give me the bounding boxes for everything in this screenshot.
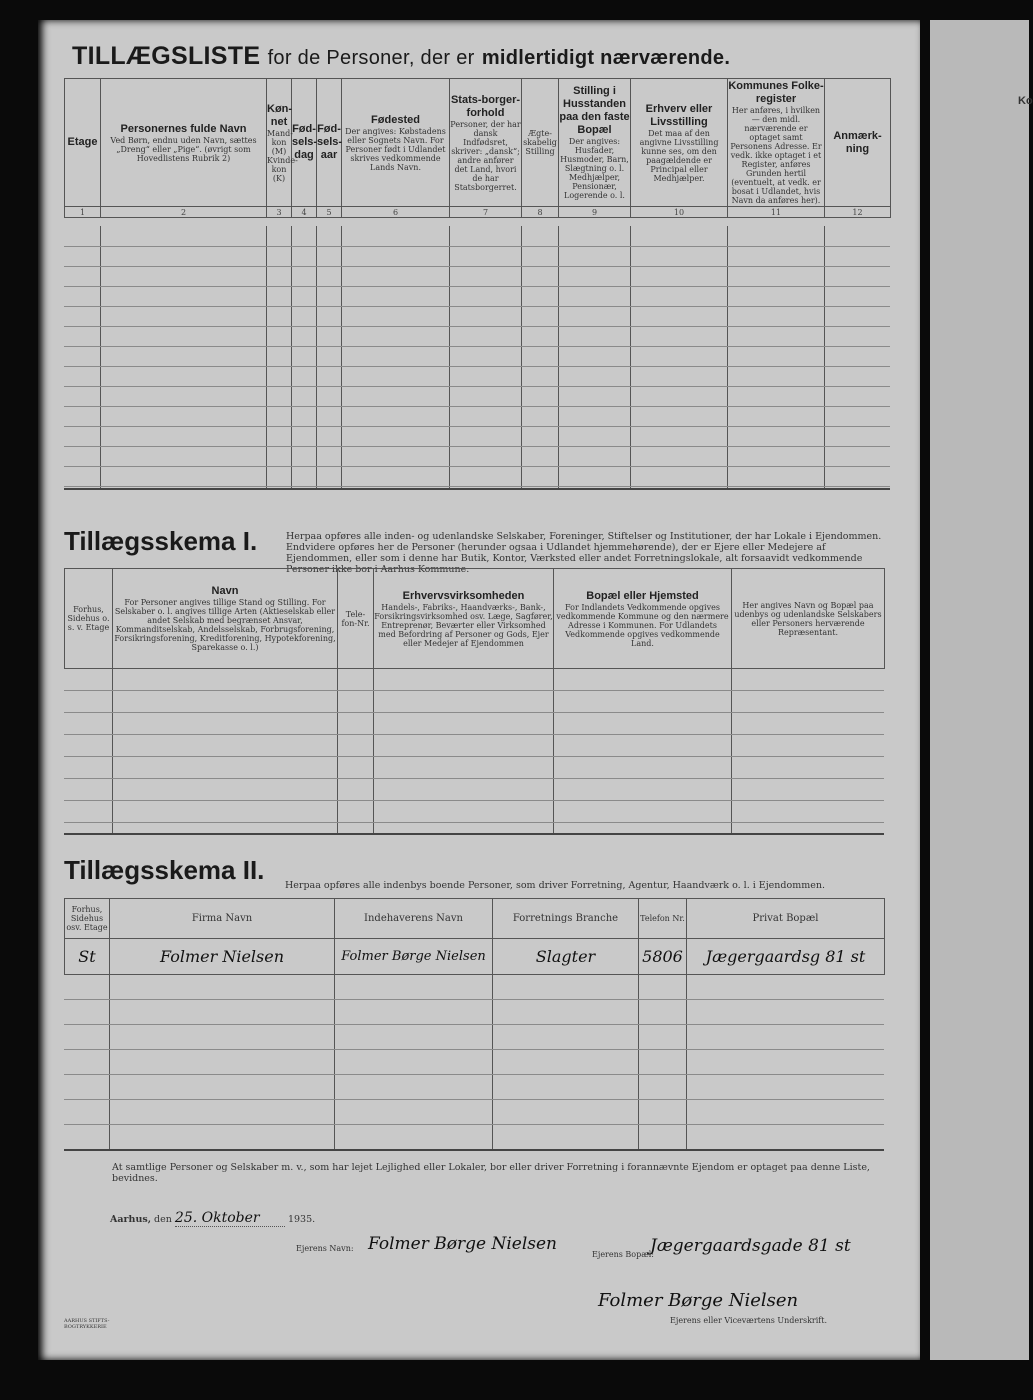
- footer-place: Aarhus,: [110, 1214, 152, 1225]
- t3-header-4: Forretnings Branche: [493, 899, 639, 939]
- signature: Folmer Børge Nielsen: [598, 1290, 799, 1311]
- t1-header-title: Anmærk-ning: [833, 129, 882, 155]
- column-number: 1: [65, 207, 101, 218]
- table-tillaegsliste: [64, 78, 891, 218]
- adjacent-page: [930, 20, 1033, 1360]
- t1-header-title: Stilling i Husstanden paa den faste Bopæl: [559, 85, 630, 136]
- t2-header-3: [338, 569, 374, 669]
- row-rule: [64, 406, 890, 407]
- table-skema1-body: [64, 668, 884, 835]
- t2-header-title: Navn: [211, 585, 239, 597]
- row-rule: [64, 999, 884, 1000]
- t1-header-10: [631, 79, 728, 207]
- t1-header-title: Fødested: [371, 113, 420, 126]
- t1-header-title: Fød-sels-aar: [317, 123, 343, 161]
- t3-header-1: Forhus, Sidehus osv. Etage: [65, 899, 110, 939]
- t2-header-6: [732, 569, 885, 669]
- row-rule: [64, 712, 884, 713]
- t1-header-2: [101, 79, 267, 207]
- t2-header-4: [374, 569, 554, 669]
- column-number: 9: [559, 207, 631, 218]
- row-rule: [64, 246, 890, 247]
- row-rule: [64, 446, 890, 447]
- column-rule: [686, 974, 687, 1149]
- column-number: 11: [728, 207, 825, 218]
- t3-header-6: Privat Bopæl: [687, 899, 885, 939]
- t2-header-desc: For Personer angives tillige Stand og Stilling. For Selskaber o. l. angives tillige Arten (Aktieselskab eller andet Selskab med begrænset Ansvar, Kommanditselskab, Andelsselskab, Forbrugsforening, Forsikringsforening, Kreditforening, Hypotekforening, Sparekasse o. l.): [114, 598, 336, 652]
- skema2-desc: Herpaa opføres alle indenbys boende Personer, som driver Forretning, Agentur, Haandværk o. l. i Ejendommen.: [285, 880, 825, 891]
- column-rule: [731, 668, 732, 833]
- t1-header-desc: Ægte-skabelig Stilling: [523, 129, 557, 156]
- cell-bopael: Jægergaardsg 81 st: [687, 939, 885, 975]
- t2-header-desc: Forhus, Sidehus o. s. v. Etage: [67, 605, 110, 632]
- row-rule: [64, 466, 890, 467]
- t2-header-title: Bopæl eller Hjemsted: [586, 589, 699, 602]
- t1-header-title: Køn-net: [267, 102, 293, 128]
- t1-header-title: Erhverv eller Livsstilling: [645, 102, 713, 128]
- t2-header-desc: Her angives Navn og Bopæl paa udenbys og udenlandske Selskabers eller Personers herværende Repræsentant.: [734, 600, 882, 637]
- t2-header-desc: Handels-, Fabriks-, Haandværks-, Bank-, Forsikringsvirksomhed osv. Læge, Sagfører, Entreprenør, Beværter eller Virksomhed med Befordring af Personer og Gods, Ejer eller Medejer af Ejendommen: [374, 602, 553, 648]
- t1-header-3: [267, 79, 298, 207]
- cell-firma: Folmer Nielsen: [110, 939, 335, 975]
- table-skema2-body: [64, 974, 884, 1151]
- adjacent-page-text: Ko: [1018, 95, 1033, 107]
- t1-header-desc: Ved Børn, endnu uden Navn, sættes „Dreng“ eller „Pige“. (øvrigt som Hovedlistens Rubrik 2): [110, 135, 257, 163]
- row-rule: [64, 286, 890, 287]
- t2-header-1: [65, 569, 113, 669]
- column-number: 10: [631, 207, 728, 218]
- row-rule: [64, 822, 884, 823]
- table-tillaegsliste-body: [64, 226, 890, 490]
- t2-header-5: [554, 569, 732, 669]
- footer-year: 1935.: [287, 1214, 316, 1225]
- table-skema1: [64, 568, 885, 669]
- column-number: 3: [267, 207, 292, 218]
- row-rule: [64, 426, 890, 427]
- main-title: [72, 42, 730, 71]
- row-rule: [64, 366, 890, 367]
- t1-header-9: [559, 79, 631, 207]
- column-number: 7: [450, 207, 522, 218]
- footer-date-line: [110, 1210, 315, 1227]
- t1-header-1: [65, 79, 101, 207]
- column-rule: [638, 974, 639, 1149]
- t1-header-title: Personernes fulde Navn: [120, 122, 247, 135]
- column-rule: [334, 974, 335, 1149]
- printer-mark: AARHUS STIFTS-BOGTRYKKERIE: [64, 1318, 110, 1330]
- column-rule: [553, 668, 554, 833]
- row-rule: [64, 690, 884, 691]
- skema1-desc: Herpaa opføres alle inden- og udenlandske Selskaber, Foreninger, Stiftelser og Institutioner, der har Lokale i Ejendommen. Endvidere opføres her de Personer (herunder ogsaa i Udlandet hjemmehørende), der er Ejere eller Medejere af Ejendommen, eller som i denne har Butik, Kontor, Værksted eller andet Forretningslokale, alt forsaavidt vedkommende Personer ikke bor i Aarhus Kommune.: [286, 531, 882, 575]
- row-rule: [64, 346, 890, 347]
- t3-header-2: Firma Navn: [110, 899, 335, 939]
- t1-header-12: [825, 79, 891, 207]
- footer-den: den: [154, 1214, 172, 1225]
- t2-header-desc: For Indlandets Vedkommende opgives vedkommende Kommune og den nærmere Adresse i Kommunen. For Udlandets Vedkommende opgives vedkommende Land.: [556, 602, 729, 648]
- t1-header-desc: Her anføres, i hvilken — den midl. nærværende er optaget samt Personens Adresse. Er vedk. ikke optaget i et Register, anføres Grunden hertil (eventuelt, at vedk. er bosat i Udlandet, hvis Navn da anføres her).: [730, 106, 822, 205]
- row-rule: [64, 778, 884, 779]
- t3-header-3: Indehaverens Navn: [335, 899, 493, 939]
- owner-address-label: Ejerens Bopæl:: [592, 1250, 655, 1259]
- column-number: 8: [522, 207, 559, 218]
- footer-date: 25. Oktober: [175, 1210, 285, 1227]
- t2-header-desc: Tele-fon-Nr.: [341, 609, 370, 628]
- column-rule: [373, 668, 374, 833]
- row-rule: [64, 756, 884, 757]
- title-light: for de Personer, der er: [267, 47, 475, 69]
- column-number: 12: [825, 207, 891, 218]
- t1-header-desc: Mand-kon (M) Kvinde-kon (K): [267, 128, 298, 183]
- owner-name-label: Ejerens Navn:: [296, 1244, 354, 1253]
- row-rule: [64, 800, 884, 801]
- t1-header-desc: Personer, der har dansk Indfødsret, skriver: „dansk“; andre anfører det Land, hvori de har Statsborgerret.: [450, 119, 521, 192]
- row-rule: [64, 306, 890, 307]
- table-row: [65, 939, 885, 975]
- t1-header-5: [317, 79, 342, 207]
- t1-header-11: [728, 79, 825, 207]
- t1-header-desc: Der angives: Købstadens eller Sognets Navn. For Personer født i Udlandet skrives vedkommende Lands Navn.: [345, 126, 446, 172]
- t2-header-title: Erhvervsvirksomheden: [402, 589, 525, 602]
- column-number: 6: [342, 207, 450, 218]
- t1-header-6: [342, 79, 450, 207]
- title-bold: TILLÆGSLISTE: [72, 42, 261, 70]
- t1-header-4: [292, 79, 317, 207]
- table-skema2: [64, 898, 885, 975]
- column-rule: [112, 668, 113, 833]
- t1-header-desc: Der angives: Husfader, Husmoder, Barn, Slægtning o. l. Medhjælper, Pensionær, Logerende o. l.: [560, 137, 629, 200]
- row-rule: [64, 734, 884, 735]
- owner-address: Jægergaardsgade 81 st: [650, 1236, 851, 1256]
- column-number: 2: [101, 207, 267, 218]
- title-bold-2: midlertidigt nærværende.: [481, 47, 731, 69]
- row-rule: [64, 1024, 884, 1025]
- cell-indehaver: Folmer Børge Nielsen: [335, 939, 493, 975]
- signature-label: Ejerens eller Viceværtens Underskrift.: [670, 1316, 828, 1325]
- t1-header-8: [522, 79, 559, 207]
- t1-header-7: [450, 79, 522, 207]
- t1-header-title: Fød-sels-dag: [292, 123, 318, 161]
- row-rule: [64, 266, 890, 267]
- t1-header-title: Stats-borger-forhold: [450, 93, 521, 119]
- column-rule: [492, 974, 493, 1149]
- t1-header-title: Etage: [67, 136, 98, 148]
- t2-header-2: [113, 569, 338, 669]
- row-rule: [64, 1099, 884, 1100]
- t3-header-5: Telefon Nr.: [639, 899, 687, 939]
- row-rule: [64, 1074, 884, 1075]
- column-rule: [337, 668, 338, 833]
- t1-header-desc: Det maa af den angivne Livsstilling kunne ses, om den paagældende er Principal eller Medhjælper.: [639, 128, 719, 183]
- skema1-title: Tillægsskema I.: [64, 526, 258, 556]
- column-number: 5: [317, 207, 342, 218]
- cell-telefon: 5806: [639, 939, 687, 975]
- row-rule: [64, 326, 890, 327]
- skema2-title: Tillægsskema II.: [64, 855, 265, 885]
- owner-name: Folmer Børge Nielsen: [368, 1234, 557, 1254]
- cell-branche: Slagter: [493, 939, 639, 975]
- row-rule: [64, 1049, 884, 1050]
- column-rule: [109, 974, 110, 1149]
- cell-etage: St: [65, 939, 110, 975]
- row-rule: [64, 486, 890, 487]
- row-rule: [64, 1124, 884, 1125]
- row-rule: [64, 386, 890, 387]
- column-number: 4: [292, 207, 317, 218]
- footer-statement: At samtlige Personer og Selskaber m. v., som har lejet Lejlighed eller Lokaler, bor eller driver Forretning i forannævnte Ejendom er optaget paa denne Liste, bevidnes.: [112, 1162, 870, 1184]
- t1-header-title: Kommunes Folke-register: [728, 80, 824, 105]
